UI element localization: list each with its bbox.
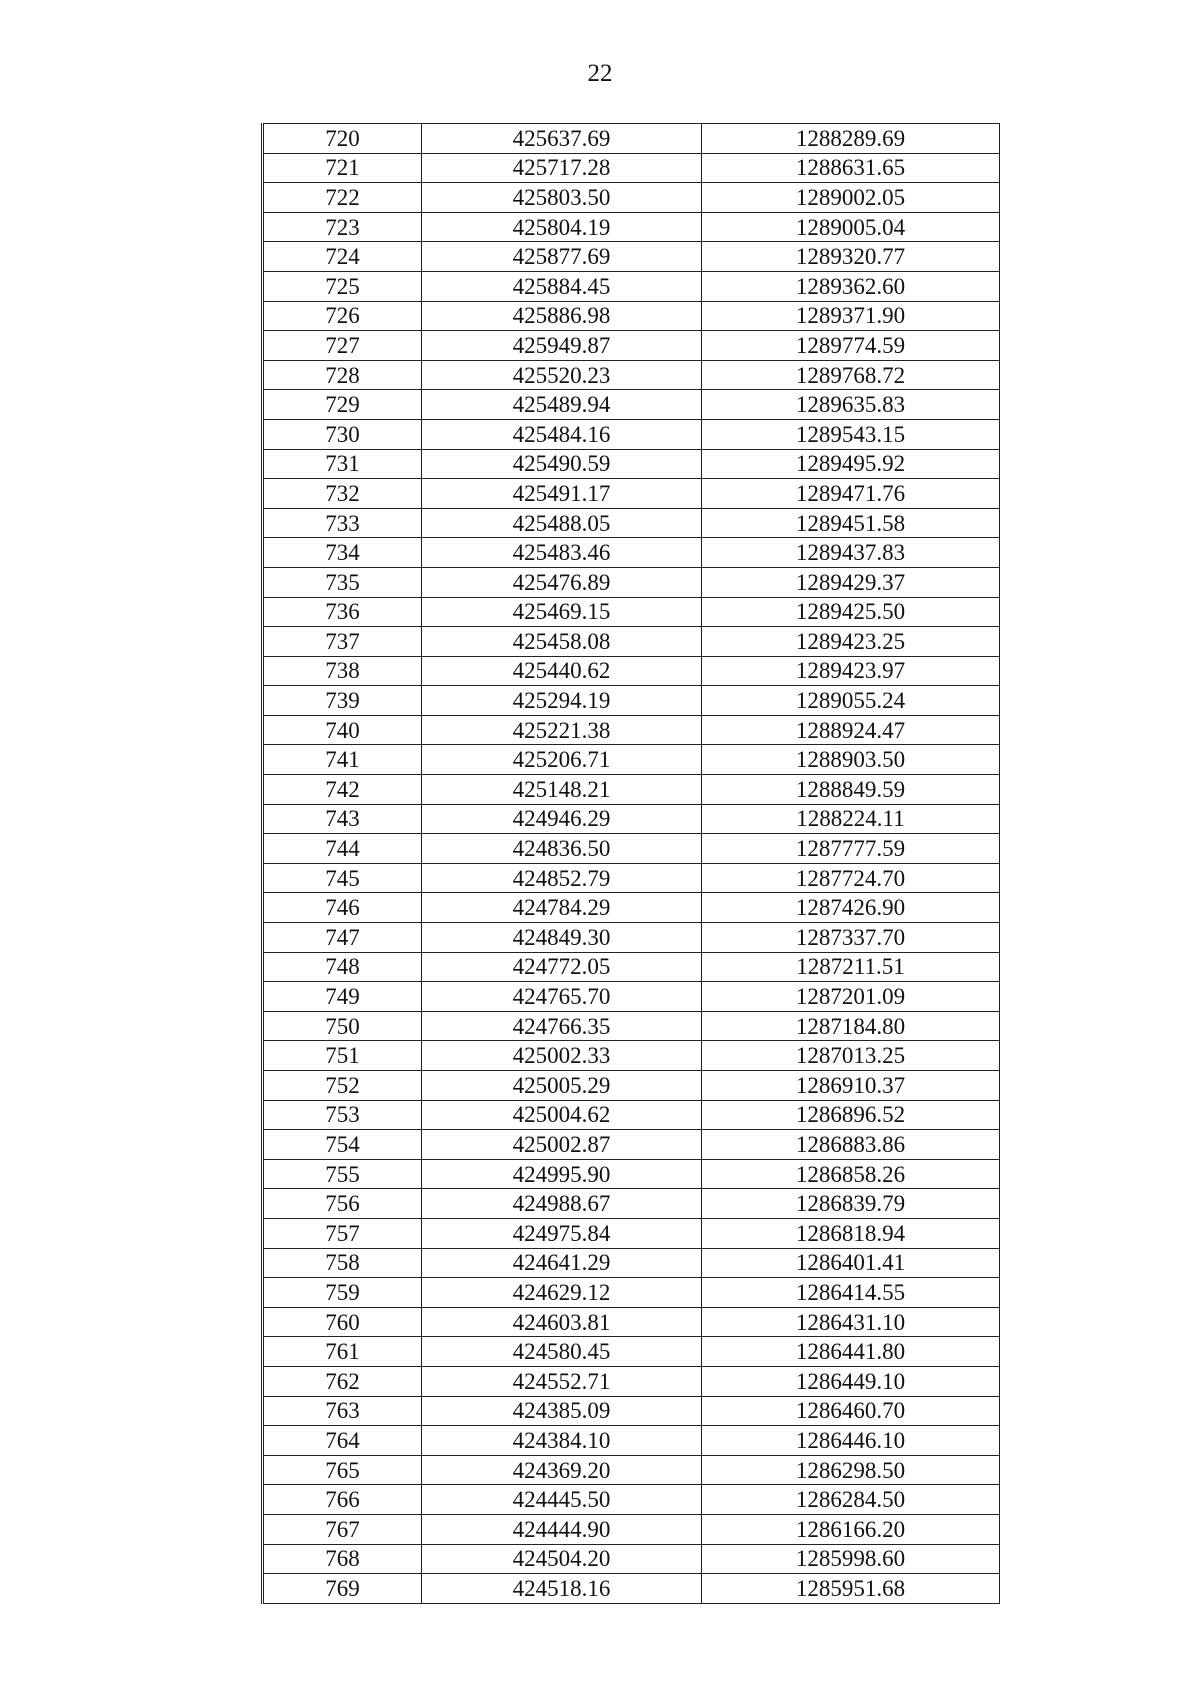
x-coordinate-cell: 424641.29 (422, 1248, 702, 1278)
table-row (263, 153, 1000, 183)
y-coordinate-cell: 1286298.50 (702, 1455, 1000, 1485)
table-row (263, 775, 1000, 805)
point-number-cell: 757 (263, 1218, 422, 1248)
x-coordinate-cell: 425520.23 (422, 360, 702, 390)
table-row (263, 1100, 1000, 1130)
point-number-cell: 741 (263, 745, 422, 775)
y-coordinate-cell: 1289768.72 (702, 360, 1000, 390)
point-number-cell: 734 (263, 538, 422, 568)
point-number-cell: 746 (263, 893, 422, 923)
page-number: 22 (587, 60, 613, 87)
table-row (263, 449, 1000, 479)
table-row (263, 1514, 1000, 1544)
y-coordinate-cell: 1287777.59 (702, 834, 1000, 864)
table-row (263, 271, 1000, 301)
point-number-cell: 728 (263, 360, 422, 390)
table-row (263, 686, 1000, 716)
point-number-cell: 723 (263, 212, 422, 242)
point-number-cell: 737 (263, 627, 422, 657)
point-number-cell: 738 (263, 656, 422, 686)
y-coordinate-cell: 1289543.15 (702, 419, 1000, 449)
point-number-cell: 763 (263, 1396, 422, 1426)
y-coordinate-cell: 1289635.83 (702, 390, 1000, 420)
point-number-cell: 726 (263, 301, 422, 331)
x-coordinate-cell: 424385.09 (422, 1396, 702, 1426)
point-number-cell: 720 (263, 124, 422, 154)
x-coordinate-cell: 424836.50 (422, 834, 702, 864)
table-row (263, 1248, 1000, 1278)
table-row (263, 1485, 1000, 1515)
table-row (263, 1544, 1000, 1574)
table-row (263, 124, 1000, 154)
table-row (263, 1337, 1000, 1367)
y-coordinate-cell: 1286910.37 (702, 1071, 1000, 1101)
point-number-cell: 760 (263, 1307, 422, 1337)
y-coordinate-cell: 1289429.37 (702, 567, 1000, 597)
point-number-cell: 769 (263, 1574, 422, 1604)
point-number-cell: 736 (263, 597, 422, 627)
y-coordinate-cell: 1286284.50 (702, 1485, 1000, 1515)
y-coordinate-cell: 1287013.25 (702, 1041, 1000, 1071)
y-coordinate-cell: 1289495.92 (702, 449, 1000, 479)
table-row (263, 952, 1000, 982)
y-coordinate-cell: 1289320.77 (702, 242, 1000, 272)
x-coordinate-cell: 425491.17 (422, 479, 702, 509)
table-row (263, 863, 1000, 893)
x-coordinate-cell: 425884.45 (422, 271, 702, 301)
y-coordinate-cell: 1286883.86 (702, 1130, 1000, 1160)
x-coordinate-cell: 425469.15 (422, 597, 702, 627)
y-coordinate-cell: 1287724.70 (702, 863, 1000, 893)
point-number-cell: 730 (263, 419, 422, 449)
table-row (263, 1071, 1000, 1101)
table-row (263, 538, 1000, 568)
y-coordinate-cell: 1288289.69 (702, 124, 1000, 154)
point-number-cell: 754 (263, 1130, 422, 1160)
table-row (263, 627, 1000, 657)
table-row (263, 479, 1000, 509)
x-coordinate-cell: 425717.28 (422, 153, 702, 183)
table-row (263, 893, 1000, 923)
point-number-cell: 767 (263, 1514, 422, 1544)
x-coordinate-cell: 425206.71 (422, 745, 702, 775)
table-row (263, 1278, 1000, 1308)
point-number-cell: 761 (263, 1337, 422, 1367)
y-coordinate-cell: 1289423.97 (702, 656, 1000, 686)
y-coordinate-cell: 1286818.94 (702, 1218, 1000, 1248)
point-number-cell: 768 (263, 1544, 422, 1574)
table-row (263, 923, 1000, 953)
x-coordinate-cell: 424784.29 (422, 893, 702, 923)
point-number-cell: 740 (263, 715, 422, 745)
y-coordinate-cell: 1289002.05 (702, 183, 1000, 213)
y-coordinate-cell: 1289437.83 (702, 538, 1000, 568)
point-number-cell: 750 (263, 1011, 422, 1041)
point-number-cell: 722 (263, 183, 422, 213)
y-coordinate-cell: 1287426.90 (702, 893, 1000, 923)
y-coordinate-cell: 1289362.60 (702, 271, 1000, 301)
point-number-cell: 764 (263, 1426, 422, 1456)
y-coordinate-cell: 1286839.79 (702, 1189, 1000, 1219)
table-row (263, 804, 1000, 834)
table-row (263, 301, 1000, 331)
table-row (263, 1574, 1000, 1604)
x-coordinate-cell: 425488.05 (422, 508, 702, 538)
table-row (263, 1159, 1000, 1189)
y-coordinate-cell: 1286460.70 (702, 1396, 1000, 1426)
y-coordinate-cell: 1289471.76 (702, 479, 1000, 509)
x-coordinate-cell: 425484.16 (422, 419, 702, 449)
point-number-cell: 766 (263, 1485, 422, 1515)
x-coordinate-cell: 425005.29 (422, 1071, 702, 1101)
y-coordinate-cell: 1286441.80 (702, 1337, 1000, 1367)
x-coordinate-cell: 425489.94 (422, 390, 702, 420)
table-row (263, 834, 1000, 864)
x-coordinate-cell: 425483.46 (422, 538, 702, 568)
y-coordinate-cell: 1287211.51 (702, 952, 1000, 982)
point-number-cell: 742 (263, 775, 422, 805)
table-row (263, 390, 1000, 420)
y-coordinate-cell: 1288224.11 (702, 804, 1000, 834)
x-coordinate-cell: 424766.35 (422, 1011, 702, 1041)
point-number-cell: 725 (263, 271, 422, 301)
x-coordinate-cell: 425877.69 (422, 242, 702, 272)
x-coordinate-cell: 424444.90 (422, 1514, 702, 1544)
y-coordinate-cell: 1287184.80 (702, 1011, 1000, 1041)
point-number-cell: 724 (263, 242, 422, 272)
point-number-cell: 733 (263, 508, 422, 538)
table-row (263, 419, 1000, 449)
point-number-cell: 748 (263, 952, 422, 982)
table-row (263, 1041, 1000, 1071)
y-coordinate-cell: 1289055.24 (702, 686, 1000, 716)
table-row (263, 242, 1000, 272)
point-number-cell: 755 (263, 1159, 422, 1189)
x-coordinate-cell: 424504.20 (422, 1544, 702, 1574)
table-row (263, 1366, 1000, 1396)
x-coordinate-cell: 425294.19 (422, 686, 702, 716)
point-number-cell: 745 (263, 863, 422, 893)
y-coordinate-cell: 1288849.59 (702, 775, 1000, 805)
x-coordinate-cell: 424849.30 (422, 923, 702, 953)
table-row (263, 982, 1000, 1012)
point-number-cell: 739 (263, 686, 422, 716)
y-coordinate-cell: 1289423.25 (702, 627, 1000, 657)
x-coordinate-cell: 424369.20 (422, 1455, 702, 1485)
point-number-cell: 731 (263, 449, 422, 479)
point-number-cell: 729 (263, 390, 422, 420)
y-coordinate-cell: 1289005.04 (702, 212, 1000, 242)
table-row (263, 656, 1000, 686)
y-coordinate-cell: 1289451.58 (702, 508, 1000, 538)
coordinates-table (261, 123, 1000, 1604)
x-coordinate-cell: 425804.19 (422, 212, 702, 242)
table-row (263, 1011, 1000, 1041)
x-coordinate-cell: 425949.87 (422, 331, 702, 361)
point-number-cell: 765 (263, 1455, 422, 1485)
y-coordinate-cell: 1286414.55 (702, 1278, 1000, 1308)
y-coordinate-cell: 1285998.60 (702, 1544, 1000, 1574)
x-coordinate-cell: 425476.89 (422, 567, 702, 597)
y-coordinate-cell: 1287337.70 (702, 923, 1000, 953)
y-coordinate-cell: 1288924.47 (702, 715, 1000, 745)
coordinates-table-body (263, 124, 1000, 1604)
x-coordinate-cell: 425490.59 (422, 449, 702, 479)
table-row (263, 597, 1000, 627)
x-coordinate-cell: 425886.98 (422, 301, 702, 331)
y-coordinate-cell: 1286449.10 (702, 1366, 1000, 1396)
x-coordinate-cell: 425440.62 (422, 656, 702, 686)
x-coordinate-cell: 425458.08 (422, 627, 702, 657)
x-coordinate-cell: 424603.81 (422, 1307, 702, 1337)
x-coordinate-cell: 425002.33 (422, 1041, 702, 1071)
point-number-cell: 744 (263, 834, 422, 864)
table-row (263, 567, 1000, 597)
y-coordinate-cell: 1288903.50 (702, 745, 1000, 775)
y-coordinate-cell: 1286446.10 (702, 1426, 1000, 1456)
x-coordinate-cell: 424772.05 (422, 952, 702, 982)
point-number-cell: 743 (263, 804, 422, 834)
table-row (263, 183, 1000, 213)
table-row (263, 745, 1000, 775)
y-coordinate-cell: 1289774.59 (702, 331, 1000, 361)
x-coordinate-cell: 424852.79 (422, 863, 702, 893)
x-coordinate-cell: 425221.38 (422, 715, 702, 745)
x-coordinate-cell: 424552.71 (422, 1366, 702, 1396)
x-coordinate-cell: 424765.70 (422, 982, 702, 1012)
point-number-cell: 732 (263, 479, 422, 509)
table-row (263, 212, 1000, 242)
point-number-cell: 721 (263, 153, 422, 183)
y-coordinate-cell: 1286431.10 (702, 1307, 1000, 1337)
table-row (263, 1455, 1000, 1485)
x-coordinate-cell: 424975.84 (422, 1218, 702, 1248)
y-coordinate-cell: 1289425.50 (702, 597, 1000, 627)
table-row (263, 1426, 1000, 1456)
point-number-cell: 727 (263, 331, 422, 361)
y-coordinate-cell: 1285951.68 (702, 1574, 1000, 1604)
y-coordinate-cell: 1286401.41 (702, 1248, 1000, 1278)
point-number-cell: 747 (263, 923, 422, 953)
x-coordinate-cell: 424445.50 (422, 1485, 702, 1515)
x-coordinate-cell: 424384.10 (422, 1426, 702, 1456)
point-number-cell: 749 (263, 982, 422, 1012)
table-row (263, 331, 1000, 361)
table-row (263, 1307, 1000, 1337)
table-row (263, 1396, 1000, 1426)
x-coordinate-cell: 425803.50 (422, 183, 702, 213)
point-number-cell: 753 (263, 1100, 422, 1130)
point-number-cell: 756 (263, 1189, 422, 1219)
point-number-cell: 752 (263, 1071, 422, 1101)
x-coordinate-cell: 425637.69 (422, 124, 702, 154)
point-number-cell: 758 (263, 1248, 422, 1278)
point-number-cell: 751 (263, 1041, 422, 1071)
y-coordinate-cell: 1288631.65 (702, 153, 1000, 183)
x-coordinate-cell: 424580.45 (422, 1337, 702, 1367)
x-coordinate-cell: 425148.21 (422, 775, 702, 805)
x-coordinate-cell: 424995.90 (422, 1159, 702, 1189)
y-coordinate-cell: 1286896.52 (702, 1100, 1000, 1130)
point-number-cell: 759 (263, 1278, 422, 1308)
y-coordinate-cell: 1289371.90 (702, 301, 1000, 331)
y-coordinate-cell: 1286858.26 (702, 1159, 1000, 1189)
x-coordinate-cell: 425002.87 (422, 1130, 702, 1160)
table-row (263, 715, 1000, 745)
table-row (263, 360, 1000, 390)
x-coordinate-cell: 425004.62 (422, 1100, 702, 1130)
point-number-cell: 735 (263, 567, 422, 597)
x-coordinate-cell: 424629.12 (422, 1278, 702, 1308)
x-coordinate-cell: 424946.29 (422, 804, 702, 834)
table-row (263, 1130, 1000, 1160)
y-coordinate-cell: 1287201.09 (702, 982, 1000, 1012)
x-coordinate-cell: 424988.67 (422, 1189, 702, 1219)
table-row (263, 1189, 1000, 1219)
point-number-cell: 762 (263, 1366, 422, 1396)
table-row (263, 1218, 1000, 1248)
x-coordinate-cell: 424518.16 (422, 1574, 702, 1604)
y-coordinate-cell: 1286166.20 (702, 1514, 1000, 1544)
table-row (263, 508, 1000, 538)
